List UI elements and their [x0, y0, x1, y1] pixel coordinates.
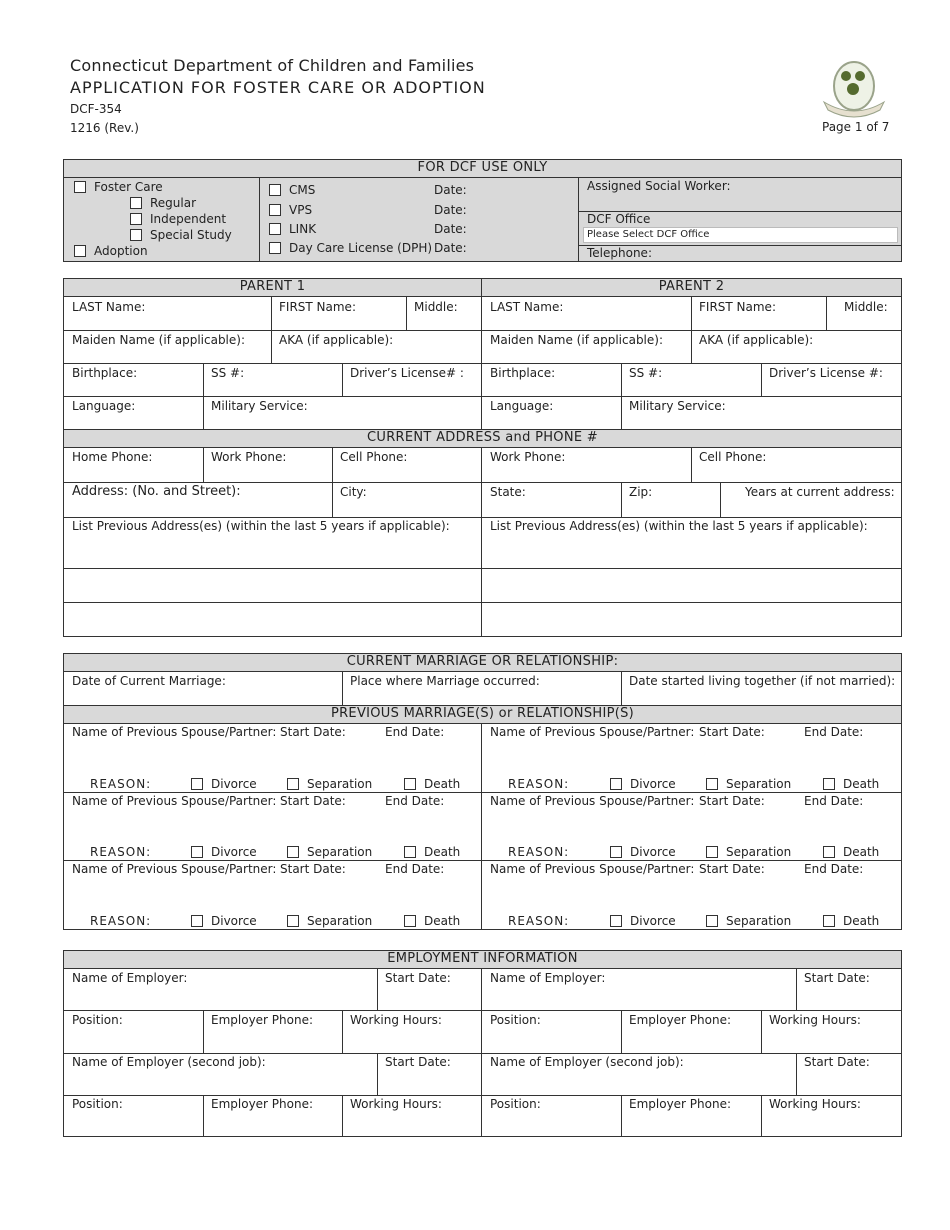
- divorce-label: Divorce: [630, 845, 676, 859]
- link-checkbox[interactable]: [269, 223, 281, 235]
- vps-date-label: Date:: [434, 203, 467, 217]
- death-label: Death: [424, 777, 461, 791]
- prev-start-date-label: Start Date:: [280, 794, 346, 808]
- adoption-label: Adoption: [94, 244, 148, 258]
- prev-start-date-label: Start Date:: [699, 862, 765, 876]
- link-label: LINK: [289, 222, 317, 236]
- p1-working-hours-label: Working Hours:: [350, 1013, 442, 1027]
- daycare-checkbox[interactable]: [269, 242, 281, 254]
- city-label: City:: [340, 485, 367, 499]
- form-number: DCF-354: [70, 102, 122, 116]
- p1-first-name-label: FIRST Name:: [279, 300, 356, 314]
- date-current-marriage-label: Date of Current Marriage:: [72, 674, 226, 688]
- death-checkbox[interactable]: [823, 778, 835, 790]
- special-study-checkbox[interactable]: [130, 229, 142, 241]
- divorce-label: Divorce: [630, 777, 676, 791]
- p1-language-label: Language:: [72, 399, 136, 413]
- death-checkbox[interactable]: [823, 846, 835, 858]
- separation-label: Separation: [307, 914, 373, 928]
- p1-second-position-label: Position:: [72, 1097, 123, 1111]
- prev-spouse-name-label: Name of Previous Spouse/Partner:: [490, 725, 695, 739]
- p2-military-label: Military Service:: [629, 399, 726, 413]
- link-date-label: Date:: [434, 222, 467, 236]
- p2-second-employer-label: Name of Employer (second job):: [490, 1055, 684, 1069]
- address-section-title: CURRENT ADDRESS and PHONE #: [64, 429, 901, 448]
- reason-label: REASON:: [90, 777, 152, 791]
- prev-start-date-label: Start Date:: [699, 794, 765, 808]
- p2-ss-label: SS #:: [629, 366, 663, 380]
- regular-checkbox[interactable]: [130, 197, 142, 209]
- death-checkbox[interactable]: [404, 846, 416, 858]
- divorce-label: Divorce: [630, 914, 676, 928]
- state-label: State:: [490, 485, 526, 499]
- divorce-checkbox[interactable]: [610, 846, 622, 858]
- p2-aka-label: AKA (if applicable):: [699, 333, 814, 347]
- telephone-label: Telephone:: [587, 246, 652, 260]
- employment-title: EMPLOYMENT INFORMATION: [64, 951, 901, 969]
- p2-second-start-label: Start Date:: [804, 1055, 870, 1069]
- marriage-place-label: Place where Marriage occurred:: [350, 674, 540, 688]
- foster-care-checkbox[interactable]: [74, 181, 86, 193]
- p1-employer-label: Name of Employer:: [72, 971, 188, 985]
- p2-employer-phone-label: Employer Phone:: [629, 1013, 732, 1027]
- separation-label: Separation: [726, 845, 792, 859]
- death-checkbox[interactable]: [823, 915, 835, 927]
- p1-maiden-label: Maiden Name (if applicable):: [72, 333, 245, 347]
- p2-birthplace-label: Birthplace:: [490, 366, 556, 380]
- prev-end-date-label: End Date:: [385, 725, 445, 739]
- prev-spouse-name-label: Name of Previous Spouse/Partner:: [490, 862, 695, 876]
- death-label: Death: [424, 914, 461, 928]
- p2-drivers-license-label: Driver’s License #:: [769, 366, 883, 380]
- p1-last-name-label: LAST Name:: [72, 300, 146, 314]
- prev-start-date-label: Start Date:: [699, 725, 765, 739]
- daycare-label: Day Care License (DPH): [289, 241, 433, 255]
- p2-second-position-label: Position:: [490, 1097, 541, 1111]
- p1-work-phone-label: Work Phone:: [211, 450, 287, 464]
- divorce-checkbox[interactable]: [610, 915, 622, 927]
- vps-checkbox[interactable]: [269, 204, 281, 216]
- p2-middle-label: Middle:: [844, 300, 888, 314]
- prev-end-date-label: End Date:: [804, 794, 864, 808]
- p2-previous-address-label: List Previous Address(es) (within the last 5 years if applicable):: [490, 519, 868, 533]
- parents-section: [63, 278, 902, 637]
- p1-second-employer-label: Name of Employer (second job):: [72, 1055, 266, 1069]
- regular-label: Regular: [150, 196, 197, 210]
- separation-label: Separation: [726, 777, 792, 791]
- separation-label: Separation: [307, 777, 373, 791]
- p1-employer-phone-label: Employer Phone:: [211, 1013, 314, 1027]
- death-checkbox[interactable]: [404, 778, 416, 790]
- p2-last-name-label: LAST Name:: [490, 300, 564, 314]
- divorce-label: Divorce: [211, 914, 257, 928]
- separation-checkbox[interactable]: [706, 846, 718, 858]
- p1-position-label: Position:: [72, 1013, 123, 1027]
- vps-label: VPS: [289, 203, 313, 217]
- prev-end-date-label: End Date:: [804, 725, 864, 739]
- separation-checkbox[interactable]: [706, 778, 718, 790]
- p2-second-employer-phone-label: Employer Phone:: [629, 1097, 732, 1111]
- street-address-label: Address: (No. and Street):: [72, 484, 241, 499]
- separation-checkbox[interactable]: [287, 846, 299, 858]
- death-label: Death: [424, 845, 461, 859]
- previous-marriage-title: PREVIOUS MARRIAGE(S) or RELATIONSHIP(S): [64, 705, 901, 724]
- divorce-checkbox[interactable]: [191, 915, 203, 927]
- separation-label: Separation: [307, 845, 373, 859]
- p1-birthplace-label: Birthplace:: [72, 366, 138, 380]
- p1-previous-address-label: List Previous Address(es) (within the last 5 years if applicable):: [72, 519, 450, 533]
- p1-ss-label: SS #:: [211, 366, 245, 380]
- parent-1-title: PARENT 1: [64, 279, 481, 297]
- death-label: Death: [843, 914, 880, 928]
- marriage-section: [63, 653, 902, 930]
- p1-second-working-hours-label: Working Hours:: [350, 1097, 442, 1111]
- independent-checkbox[interactable]: [130, 213, 142, 225]
- dcf-office-select[interactable]: Please Select DCF Office: [583, 227, 898, 243]
- p2-first-name-label: FIRST Name:: [699, 300, 776, 314]
- divorce-checkbox[interactable]: [610, 778, 622, 790]
- separation-checkbox[interactable]: [706, 915, 718, 927]
- parent-2-title: PARENT 2: [482, 279, 901, 297]
- zip-label: Zip:: [629, 485, 653, 499]
- cms-checkbox[interactable]: [269, 184, 281, 196]
- divorce-checkbox[interactable]: [191, 778, 203, 790]
- p2-second-working-hours-label: Working Hours:: [769, 1097, 861, 1111]
- adoption-checkbox[interactable]: [74, 245, 86, 257]
- p2-employer-label: Name of Employer:: [490, 971, 606, 985]
- prev-spouse-name-label: Name of Previous Spouse/Partner:: [72, 725, 277, 739]
- prev-spouse-name-label: Name of Previous Spouse/Partner:: [490, 794, 695, 808]
- p2-language-label: Language:: [490, 399, 554, 413]
- p2-cell-phone-label: Cell Phone:: [699, 450, 767, 464]
- divorce-checkbox[interactable]: [191, 846, 203, 858]
- prev-spouse-name-label: Name of Previous Spouse/Partner:: [72, 794, 277, 808]
- cms-label: CMS: [289, 183, 316, 197]
- reason-label: REASON:: [508, 845, 570, 859]
- reason-label: REASON:: [508, 777, 570, 791]
- p1-military-label: Military Service:: [211, 399, 308, 413]
- prev-spouse-name-label: Name of Previous Spouse/Partner:: [72, 862, 277, 876]
- p1-cell-phone-label: Cell Phone:: [340, 450, 408, 464]
- p1-middle-label: Middle:: [414, 300, 458, 314]
- reason-label: REASON:: [90, 845, 152, 859]
- page-number: Page 1 of 7: [822, 120, 890, 134]
- form-title: APPLICATION FOR FOSTER CARE OR ADOPTION: [70, 78, 486, 97]
- p2-work-phone-label: Work Phone:: [490, 450, 566, 464]
- death-label: Death: [843, 845, 880, 859]
- reason-label: REASON:: [508, 914, 570, 928]
- dcf-office-label: DCF Office: [587, 212, 651, 226]
- agency-name: Connecticut Department of Children and Families: [70, 56, 475, 75]
- p2-working-hours-label: Working Hours:: [769, 1013, 861, 1027]
- ct-state-seal-icon: [820, 56, 888, 118]
- prev-start-date-label: Start Date:: [280, 725, 346, 739]
- p1-second-employer-phone-label: Employer Phone:: [211, 1097, 314, 1111]
- prev-end-date-label: End Date:: [804, 862, 864, 876]
- prev-end-date-label: End Date:: [385, 862, 445, 876]
- form-revision: 1216 (Rev.): [70, 121, 139, 135]
- independent-label: Independent: [150, 212, 227, 226]
- p1-second-start-label: Start Date:: [385, 1055, 451, 1069]
- p2-position-label: Position:: [490, 1013, 541, 1027]
- current-marriage-title: CURRENT MARRIAGE OR RELATIONSHIP:: [64, 654, 901, 672]
- living-together-label: Date started living together (if not married):: [629, 674, 896, 688]
- p1-aka-label: AKA (if applicable):: [279, 333, 394, 347]
- separation-label: Separation: [726, 914, 792, 928]
- social-worker-label: Assigned Social Worker:: [587, 179, 731, 193]
- employment-section: [63, 950, 902, 1137]
- p1-employer-start-label: Start Date:: [385, 971, 451, 985]
- p2-maiden-label: Maiden Name (if applicable):: [490, 333, 663, 347]
- reason-label: REASON:: [90, 914, 152, 928]
- divorce-label: Divorce: [211, 777, 257, 791]
- years-at-address-label: Years at current address:: [745, 485, 895, 499]
- daycare-date-label: Date:: [434, 241, 467, 255]
- special-study-label: Special Study: [150, 228, 232, 242]
- separation-checkbox[interactable]: [287, 915, 299, 927]
- separation-checkbox[interactable]: [287, 778, 299, 790]
- foster-care-label: Foster Care: [94, 180, 163, 194]
- divorce-label: Divorce: [211, 845, 257, 859]
- home-phone-label: Home Phone:: [72, 450, 153, 464]
- p2-employer-start-label: Start Date:: [804, 971, 870, 985]
- dcf-use-only-section: [63, 159, 902, 262]
- dcf-section-title: FOR DCF USE ONLY: [64, 160, 901, 178]
- death-label: Death: [843, 777, 880, 791]
- p1-drivers-license-label: Driver’s License# :: [350, 366, 464, 380]
- prev-start-date-label: Start Date:: [280, 862, 346, 876]
- death-checkbox[interactable]: [404, 915, 416, 927]
- cms-date-label: Date:: [434, 183, 467, 197]
- prev-end-date-label: End Date:: [385, 794, 445, 808]
